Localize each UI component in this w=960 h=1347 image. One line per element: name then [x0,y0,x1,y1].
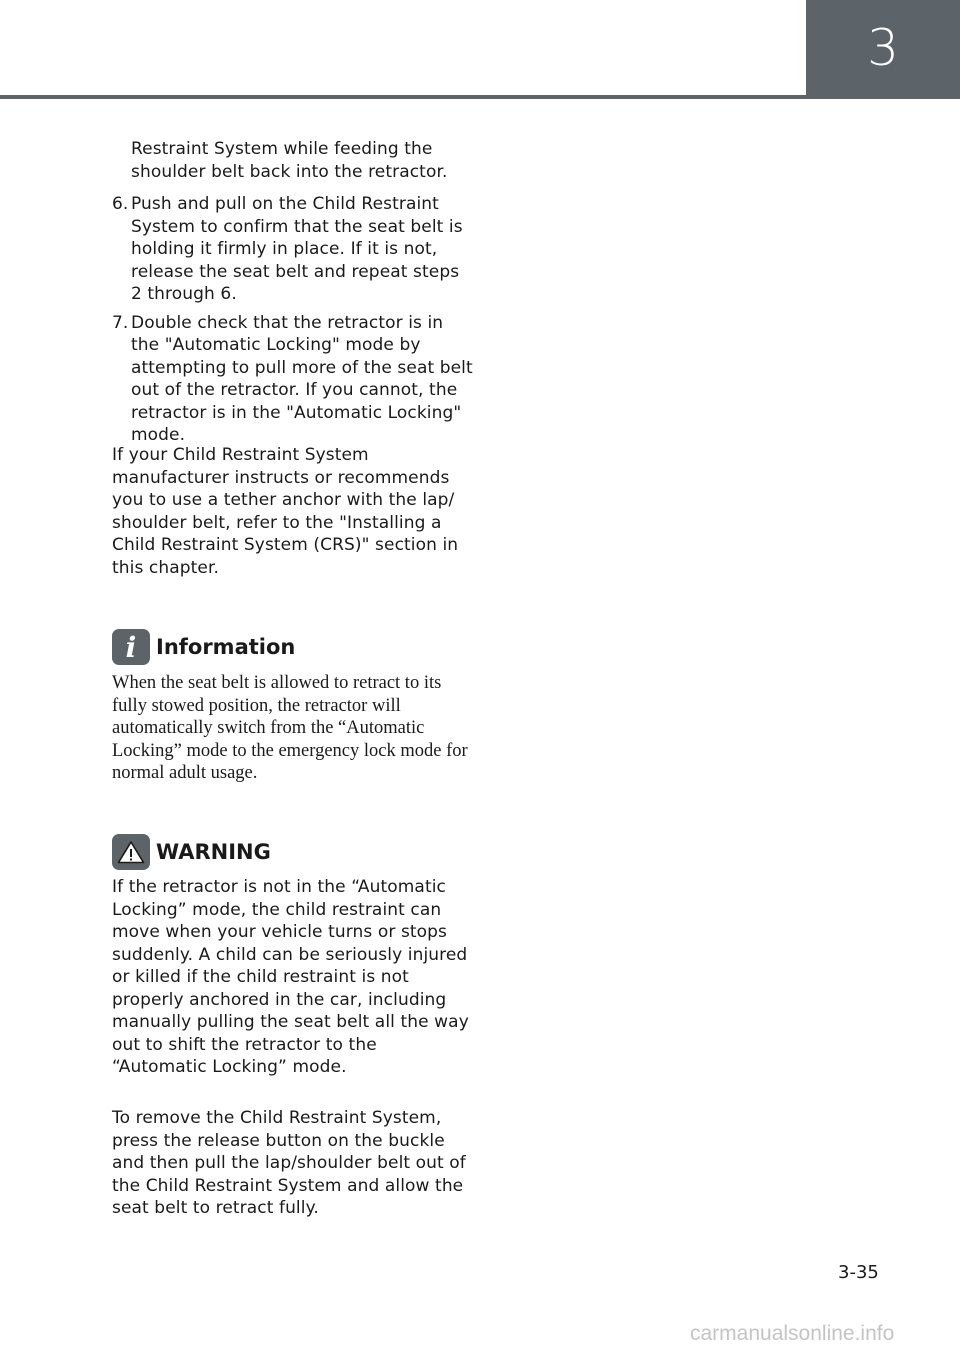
step-number: 6. [112,194,129,214]
removal-paragraph: To remove the Child Restraint System, press the release button on the buckle and then pull the lap/shoulder belt out of the Child Restraint System and allow the seat belt to retract fully. [112,1108,466,1218]
information-title: Information [156,635,296,659]
info-icon: i [112,629,150,665]
step-text: Push and pull on the Child Restraint System to confirm that the seat belt is holding it firmly in place. If it is not, release the seat belt and repeat steps 2 through 6. [131,194,463,304]
chapter-number: 3 [867,18,899,77]
step-continuation [112,138,474,183]
watermark: carmanualsonline.info [690,1322,895,1345]
step-list [112,193,474,447]
tether-paragraph: If your Child Restraint System manufacturer instructs or recommends you to use a tether anchor with the lap/ shoulder belt, refer to the "Installing a Child Restraint System (CRS)" section in this chapter. [112,445,459,578]
step-text: Double check that the retractor is in the "Automatic Locking" mode by attempting to pull more of the seat belt out of the retractor. If you cannot, the retractor is in the "Automatic Locking" mode. [131,312,473,445]
header-rule [0,95,806,99]
information-text: When the seat belt is allowed to retract to its fully stowed position, the retractor will automatically switch from the “Automatic Locking” mode to the emergency lock mode for normal adult usage. [112,673,468,783]
warning-text: If the retractor is not in the “Automatic Locking” mode, the child restraint can move when your vehicle turns or stops suddenly. A child can be seriously injured or killed if the child restraint is not properly anchored in the car, including manually pulling the seat belt all the way out to shift the retractor to the “Automatic Locking” mode. [112,877,469,1077]
warning-heading [112,834,474,870]
page-number: 3-35 [838,1262,879,1283]
information-heading [112,629,474,665]
chapter-tab [806,0,960,99]
warning-title: WARNING [156,840,271,864]
continuation-text: Restraint System while feeding the shoulder belt back into the retractor. [131,139,448,182]
information-box [112,629,474,785]
warning-box [112,834,474,1079]
warning-triangle-icon [112,834,150,870]
step-number: 7. [112,312,129,333]
step-item-6 [112,193,474,306]
step-item-7 [112,312,474,447]
